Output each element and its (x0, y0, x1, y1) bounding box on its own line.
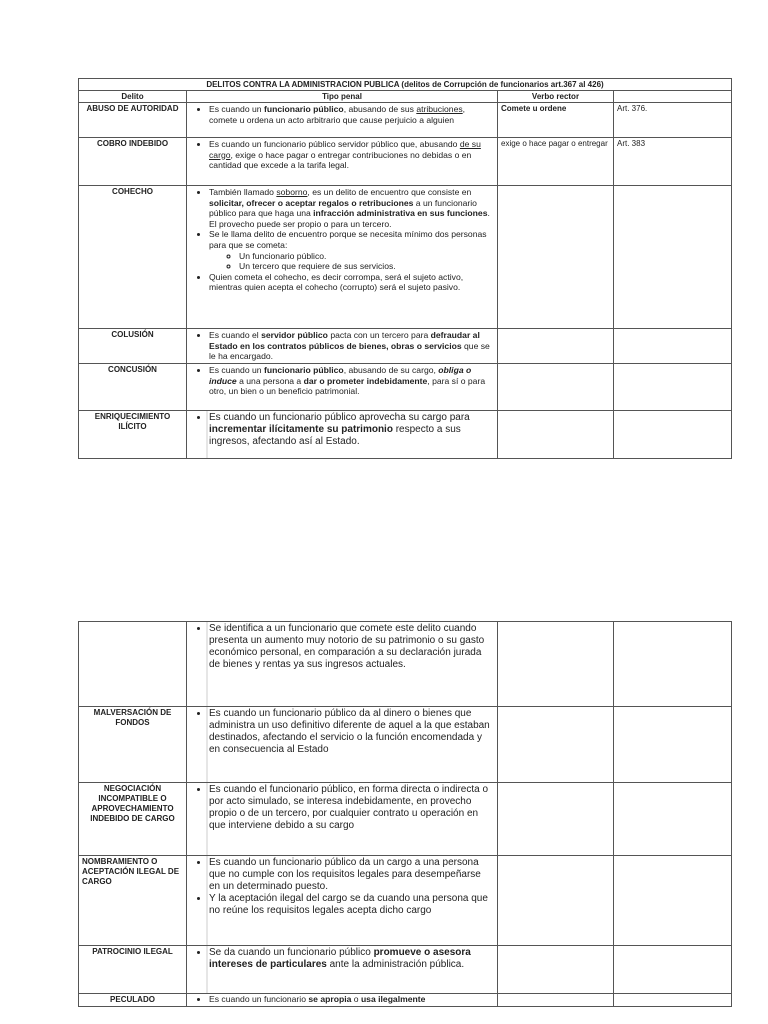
table-row (79, 103, 732, 138)
table-row (79, 411, 732, 459)
art-patrocinio (614, 946, 732, 994)
list-item: ◦ Un funcionario público. (239, 251, 494, 262)
tipo-negociacion (187, 783, 498, 856)
table-row (79, 946, 732, 994)
verbo-negociacion (498, 783, 614, 856)
delito-enriquecimiento-cont (79, 622, 187, 707)
table-row (79, 783, 732, 856)
verbo-concusion (498, 364, 614, 411)
art-enriquecimiento (614, 411, 732, 459)
delito-colusion: COLUSIÓN (79, 329, 187, 364)
list-item: • Quien cometa el cohecho, es decir corrompa, será el sujeto activo, mientras quien acepta el cohecho (corrupto) será el sujeto pasivo. (209, 272, 494, 293)
verbo-enriquecimiento (498, 411, 614, 459)
list-item: • Es cuando un funcionario público, abusando de sus atribuciones, comete u ordena un acto arbitrario que cause perjuicio a alguien (209, 104, 494, 125)
list-item: • Se le llama delito de encuentro porque se necesita mínimo dos personas para que se cometa: ◦ Un funcionario público. ◦ Un tercero que requiere de sus servicios. (209, 229, 494, 271)
list-item: • También llamado soborno, es un delito de encuentro que consiste en solicitar, ofrecer o aceptar regalos o retribuciones a un funcionario público para que haga una infracción administrativa en sus funciones. El provecho puede ser propio o para un tercero. (209, 187, 494, 229)
table-row (79, 856, 732, 946)
art-nombramiento (614, 856, 732, 946)
list-item: • Es cuando un funcionario público, abusando de su cargo, obliga o induce a una persona a dar o prometer indebidamente, para sí o para otro, un bien o un beneficio patrimonial. (209, 365, 494, 397)
tipo-enriquecimiento (187, 411, 498, 459)
edge-bar (206, 856, 208, 945)
edge-bar (206, 411, 208, 458)
tipo-abuso (187, 103, 498, 138)
verbo-malversacion (498, 707, 614, 783)
list-item: • Es cuando un funcionario público servidor público que, abusando de su cargo, exige o hace pagar o entregar contribuciones no debidas o en cantidad que excede a la tarifa legal. (209, 139, 494, 171)
tipo-cobro (187, 138, 498, 186)
verbo-nombramiento (498, 856, 614, 946)
verbo-cohecho (498, 186, 614, 329)
header-verbo-rector: Verbo rector (498, 91, 614, 103)
edge-bar (206, 783, 208, 855)
edge-bar (206, 707, 208, 782)
verbo-enriquecimiento-cont (498, 622, 614, 707)
list-item: • Es cuando un funcionario público da al dinero o bienes que administra un uso definitivo diferente de aquel a la que estaban destinados, afectando el servicio o la función encomendada y en consecuencia al Estado (209, 708, 494, 756)
list-item: • Es cuando un funcionario público aprovecha su cargo para incrementar ilícitamente su patrimonio respecto a sus ingresos, afectando así al Estado. (209, 412, 494, 448)
art-abuso: Art. 376. (614, 103, 732, 138)
delito-negociacion: NEGOCIACIÓN INCOMPATIBLE O APROVECHAMIENTO INDEBIDO DE CARGO (79, 783, 187, 856)
tipo-peculado (187, 994, 498, 1007)
delito-concusion: CONCUSIÓN (79, 364, 187, 411)
table-title: DELITOS CONTRA LA ADMINISTRACION PUBLICA (delitos de Corrupción de funcionarios art.367 al 426) (79, 79, 732, 91)
list-item: • Se identifica a un funcionario que comete este delito cuando presenta un aumento muy notorio de su patrimonio o su gasto económico personal, en comparación a su declaración jurada de bienes y rentas ya sus ingresos actuales. (209, 623, 494, 671)
delito-cohecho: COHECHO (79, 186, 187, 329)
art-colusion (614, 329, 732, 364)
verbo-peculado (498, 994, 614, 1007)
delito-enriquecimiento: ENRIQUECIMIENTO ILÍCITO (79, 411, 187, 459)
list-item: • Es cuando un funcionario se apropia o usa ilegalmente (209, 994, 494, 1005)
art-peculado (614, 994, 732, 1007)
tipo-cohecho (187, 186, 498, 329)
delito-peculado: PECULADO (79, 994, 187, 1007)
table-row (79, 994, 732, 1007)
verbo-patrocinio (498, 946, 614, 994)
header-delito: Delito (79, 91, 187, 103)
delito-abuso: ABUSO DE AUTORIDAD (79, 103, 187, 138)
tipo-patrocinio (187, 946, 498, 994)
art-concusion (614, 364, 732, 411)
header-tipo-penal: Tipo penal (187, 91, 498, 103)
tipo-malversacion (187, 707, 498, 783)
delito-patrocinio: PATROCINIO ILEGAL (79, 946, 187, 994)
tipo-nombramiento (187, 856, 498, 946)
table-row (79, 138, 732, 186)
tipo-concusion (187, 364, 498, 411)
list-item: • Es cuando el funcionario público, en forma directa o indirecta o por acto simulado, se interesa indebidamente, en provecho propio o de un tercero, por cualquier contrato u operación en que interviene debido a su cargo (209, 784, 494, 832)
crimes-table-1 (78, 78, 732, 459)
art-negociacion (614, 783, 732, 856)
list-item: • Es cuando un funcionario público da un cargo a una persona que no cumple con los requisitos legales para desempeñarse en un determinado puesto. (209, 857, 494, 893)
verbo-cobro: exige o hace pagar o entregar (498, 138, 614, 186)
tipo-colusion (187, 329, 498, 364)
tipo-enriquecimiento-cont (187, 622, 498, 707)
verbo-abuso: Comete u ordene (498, 103, 614, 138)
edge-bar (206, 946, 208, 993)
list-item: • Se da cuando un funcionario público promueve o asesora intereses de particulares ante la administración pública. (209, 947, 494, 971)
delito-nombramiento: NOMBRAMIENTO O ACEPTACIÓN ILEGAL DE CARGO (79, 856, 187, 946)
list-item: ◦ Un tercero que requiere de sus servicios. (239, 261, 494, 272)
art-malversacion (614, 707, 732, 783)
header-art (614, 91, 732, 103)
art-cobro: Art. 383 (614, 138, 732, 186)
table-row (79, 329, 732, 364)
verbo-colusion (498, 329, 614, 364)
table-row (79, 186, 732, 329)
art-cohecho (614, 186, 732, 329)
edge-bar (206, 622, 208, 706)
crimes-table-2 (78, 621, 732, 1007)
art-enriquecimiento-cont (614, 622, 732, 707)
list-item: • Y la aceptación ilegal del cargo se da cuando una persona que no reúne los requisitos legales acepta dicho cargo (209, 893, 494, 917)
list-item: • Es cuando el servidor público pacta con un tercero para defraudar al Estado en los contratos públicos de bienes, obras o servicios que se le ha encargado. (209, 330, 494, 362)
delito-cobro: COBRO INDEBIDO (79, 138, 187, 186)
table-row (79, 622, 732, 707)
table-row (79, 707, 732, 783)
delito-malversacion: MALVERSACIÓN DE FONDOS (79, 707, 187, 783)
table-row (79, 364, 732, 411)
